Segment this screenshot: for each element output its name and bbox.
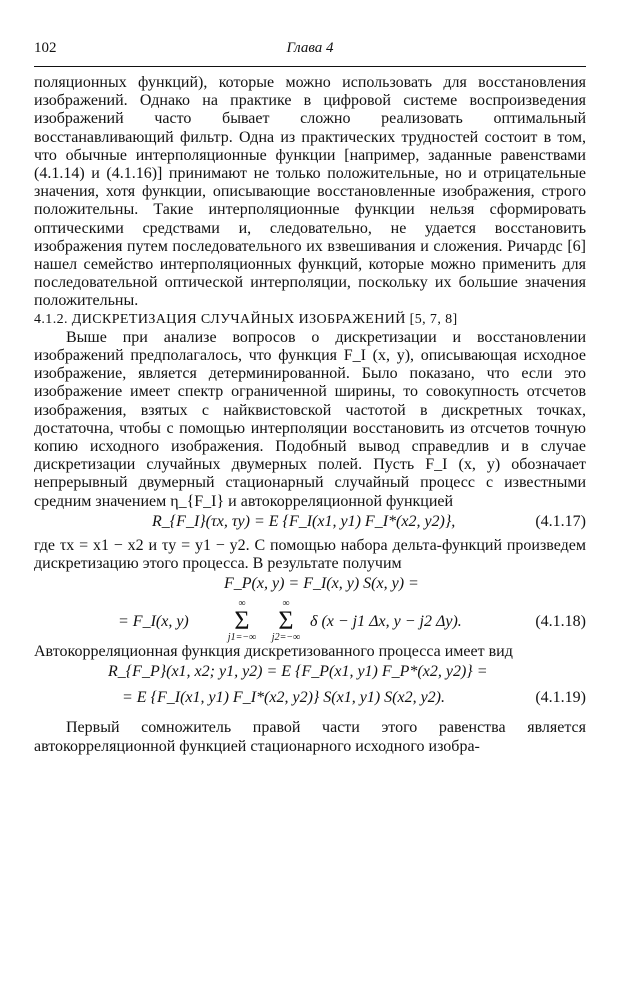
paragraph-first-factor: Первый сомножитель правой части этого равенства является автокорреляционной функцией стационарного исходного изобра- — [34, 719, 586, 755]
running-title: Глава 4 — [286, 40, 334, 56]
sum-j2 — [266, 599, 306, 643]
page-header — [34, 40, 586, 62]
sum-j1-upper: ∞ — [238, 598, 246, 610]
equation-4-1-18-lead: = F_I(x, y) — [118, 613, 189, 631]
sum-j1-symbol: Σ — [234, 606, 250, 636]
section-heading: 4.1.2. ДИСКРЕТИЗАЦИЯ СЛУЧАЙНЫХ ИЗОБРАЖЕНИЙ [5, 7, 8] — [34, 311, 458, 327]
equation-4-1-19-line2-formula: = E {F_I(x1, y1) F_I*(x2, y2)} S(x1, y1) S(x2, y2). — [122, 689, 446, 707]
equation-4-1-17-formula: R_{F_I}(τx, τy) = E {F_I(x1, y1) F_I*(x2, y2)}, — [152, 512, 456, 530]
sum-j1-lower: j1=−∞ — [227, 632, 257, 644]
equation-4-1-19-line1-formula: R_{F_P}(x1, x2; y1, y2) = E {F_P(x1, y1) F_P*(x2, y2)} = — [108, 663, 488, 681]
header-rule — [34, 66, 586, 67]
page-body — [34, 74, 586, 756]
paragraph-sampling: где τx = x1 − x2 и τy = y1 − y2. С помощью набора дельта-функций произведем дискретизацию этого процесса. В результате получим — [34, 536, 586, 573]
equation-4-1-18-line1 — [34, 573, 586, 599]
equation-4-1-18-tail: δ (x − j1 Δx, y − j2 Δy). — [310, 613, 462, 631]
equation-4-1-17 — [34, 511, 586, 537]
sum-j2-symbol: Σ — [278, 606, 294, 636]
sum-j2-lower: j2=−∞ — [271, 632, 301, 644]
equation-4-1-17-number: (4.1.17) — [535, 512, 586, 530]
equation-4-1-18-number: (4.1.18) — [535, 613, 586, 631]
equation-4-1-19-number: (4.1.19) — [535, 689, 586, 707]
equation-4-1-19-line2 — [34, 687, 586, 713]
sum-j1 — [222, 599, 262, 643]
equation-4-1-18-line2 — [34, 599, 586, 643]
paragraph-continued: поляционных функций), которые можно использовать для восстановления изображений. Однако на практике в цифровой системе воспроизведения изображений часто бывает сложно реализовать оптимальный восстанавливающий фильтр. Одна из практических трудностей состоит в том, что обычные интерполяционные функции [например, заданные равенствами (4.1.14) и (4.1.16)] принимают не только положительные, но и отрицательные значения, хотя функции, описывающие восстановленные изображения, строго положительны. Такие интерполяционные функции нельзя сформировать оптическими средствами и, следовательно, не удается восстановить изображения путем последовательного их взвешивания и сложения. Ричардс [6] нашел семейство интерполяционных функций, которые можно применить для последовательной оптической интерполяции, поскольку их большие значения положительны. — [34, 74, 586, 310]
paragraph-random-images: Выше при анализе вопросов о дискретизации и восстановлении изображений предполагалось, что функция F_I (x, y), описывающая исходное изображение, является детерминированной. Было показано, что если это изображение имеет спектр ограниченной ширины, то совокупность отсчетов изображения, взятых с найквистовской частотой в дискретных точках, достаточна, чтобы с помощью интерполяции восстановить из отсчетов точную копию исходного изображения. Подобный вывод справедлив и в случае дискретизации случайных двумерных полей. Пусть F_I (x, y) обозначает непрерывный двумерный стационарный случайный процесс с известными средним значением η_{F_I} и автокорреляционной функцией — [34, 328, 586, 510]
equation-4-1-18-line1-formula: F_P(x, y) = F_I(x, y) S(x, y) = — [224, 575, 419, 593]
page-number: 102 — [34, 40, 57, 56]
sum-j2-upper: ∞ — [282, 598, 290, 610]
equation-4-1-19-line1 — [34, 661, 586, 687]
paragraph-autocorrelation: Автокорреляционная функция дискретизованного процесса имеет вид — [34, 643, 513, 661]
